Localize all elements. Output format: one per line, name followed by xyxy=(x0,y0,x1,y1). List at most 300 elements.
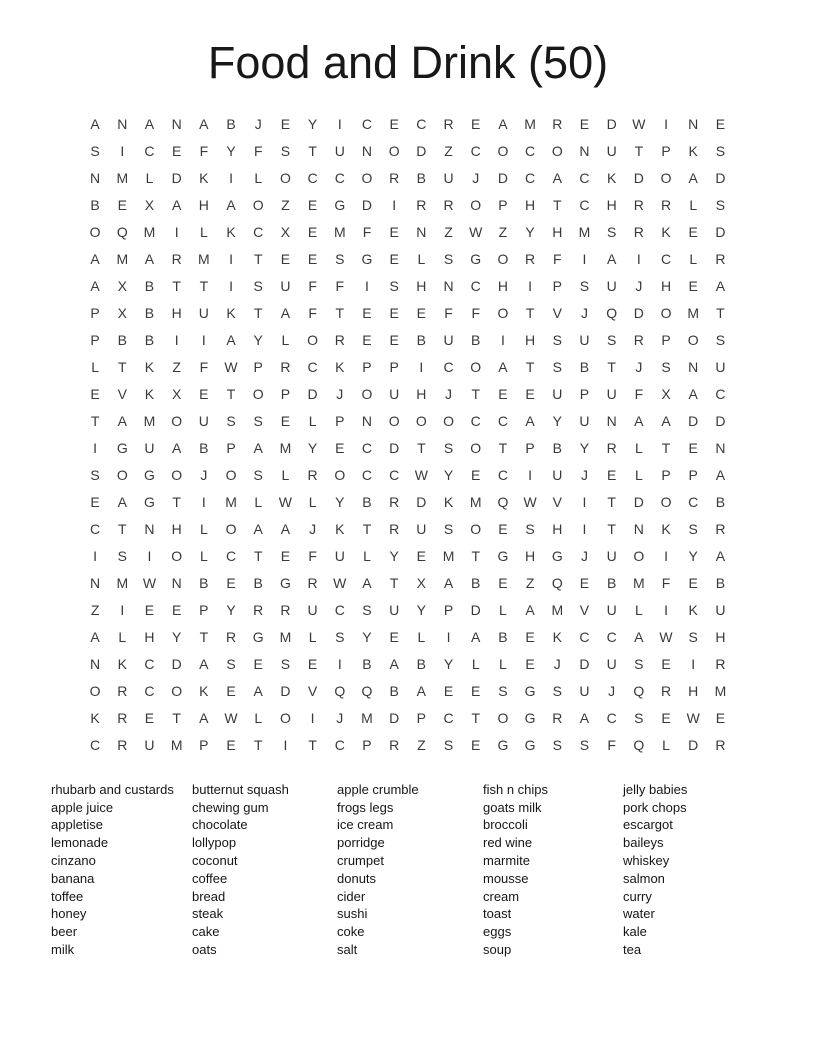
grid-cell: G xyxy=(470,251,482,268)
grid-cell: V xyxy=(579,602,590,619)
grid-cell: Q xyxy=(116,224,128,241)
grid-cell: Z xyxy=(281,197,290,214)
grid-cell: S xyxy=(552,332,562,349)
grid-cell: Y xyxy=(389,548,399,565)
grid-cell: B xyxy=(144,332,155,349)
grid-cell: Y xyxy=(688,548,698,565)
grid-cell: M xyxy=(116,170,129,187)
grid-cell: W xyxy=(523,494,537,511)
grid-cell: I xyxy=(582,251,587,268)
grid-cell: E xyxy=(199,386,209,403)
grid-cell: H xyxy=(688,683,699,700)
word-item: crumpet xyxy=(337,852,384,868)
word-item: banana xyxy=(51,870,95,886)
grid-cell: R xyxy=(253,602,264,619)
grid-cell: Q xyxy=(633,683,645,700)
grid-cell: B xyxy=(199,440,209,457)
grid-cell: S xyxy=(688,521,698,538)
grid-cell: U xyxy=(443,332,454,349)
grid-cell: R xyxy=(552,116,563,133)
grid-cell: O xyxy=(171,548,183,565)
grid-cell: S xyxy=(552,737,562,754)
grid-cell: Y xyxy=(253,332,263,349)
grid-cell: R xyxy=(552,710,563,727)
grid-cell: O xyxy=(443,413,454,430)
grid-cell: N xyxy=(90,575,101,592)
grid-cell: E xyxy=(307,656,318,673)
grid-cell: S xyxy=(443,521,454,538)
grid-cell: A xyxy=(688,170,698,187)
grid-cell: O xyxy=(116,467,128,484)
grid-cell: S xyxy=(579,737,590,754)
grid-cell: U xyxy=(280,278,291,295)
grid-cell: S xyxy=(117,548,127,565)
grid-cell: O xyxy=(633,548,645,565)
grid-cell: B xyxy=(362,656,372,673)
grid-cell: E xyxy=(307,197,318,214)
grid-cell: M xyxy=(333,224,346,241)
grid-cell: T xyxy=(335,305,345,322)
grid-cell: Y xyxy=(335,494,345,511)
grid-cell: N xyxy=(90,656,101,673)
grid-cell: C xyxy=(443,359,454,376)
grid-cell: Y xyxy=(307,440,318,457)
grid-cell: L xyxy=(634,467,643,484)
word-item: butternut squash xyxy=(192,781,289,797)
grid-cell: E xyxy=(144,710,155,727)
grid-cell: Z xyxy=(444,143,453,160)
grid-cell: R xyxy=(389,737,400,754)
word-item: coffee xyxy=(192,870,228,886)
grid-cell: U xyxy=(606,143,617,160)
grid-cell: N xyxy=(688,359,699,376)
grid-cell: P xyxy=(443,602,454,619)
grid-cell: A xyxy=(634,629,644,646)
grid-cell: D xyxy=(470,602,481,619)
grid-cell: L xyxy=(634,440,643,457)
grid-cell: K xyxy=(552,629,562,646)
grid-cell: G xyxy=(497,548,509,565)
grid-cell: H xyxy=(416,386,427,403)
grid-cell: K xyxy=(144,386,155,403)
grid-cell: Y xyxy=(416,602,427,619)
grid-cell: Q xyxy=(551,575,563,592)
grid-cell: I xyxy=(446,629,451,646)
grid-cell: T xyxy=(471,386,480,403)
grid-cell: I xyxy=(419,359,424,376)
grid-cell: Z xyxy=(444,224,453,241)
grid-cell: R xyxy=(307,575,318,592)
word-item: sushi xyxy=(337,906,368,922)
grid-cell: T xyxy=(417,440,426,457)
grid-cell: L xyxy=(91,359,99,376)
grid-cell: T xyxy=(525,359,535,376)
grid-cell: Z xyxy=(90,602,100,619)
grid-cell: Y xyxy=(307,116,318,133)
grid-cell: M xyxy=(524,116,536,133)
grid-cell: T xyxy=(172,710,181,727)
grid-cell: T xyxy=(553,197,562,214)
grid-cell: S xyxy=(715,143,726,160)
grid-cell: Z xyxy=(525,575,535,592)
word-item: milk xyxy=(51,941,75,957)
grid-cell: A xyxy=(144,251,155,268)
grid-cell: F xyxy=(553,251,562,268)
grid-cell: A xyxy=(715,278,726,295)
grid-cell: I xyxy=(201,494,206,511)
grid-cell: T xyxy=(253,548,263,565)
grid-cell: I xyxy=(120,143,125,160)
grid-cell: A xyxy=(498,116,508,133)
grid-cell: F xyxy=(634,386,644,403)
grid-cell: I xyxy=(691,656,696,673)
grid-cell: D xyxy=(497,170,508,187)
grid-cell: J xyxy=(635,359,643,376)
grid-cell: A xyxy=(715,548,726,565)
grid-cell: E xyxy=(389,332,399,349)
grid-cell: J xyxy=(254,116,262,133)
grid-cell: H xyxy=(171,305,182,322)
grid-cell: D xyxy=(688,737,699,754)
grid-cell: G xyxy=(551,548,563,565)
grid-cell: V xyxy=(307,683,318,700)
grid-cell: U xyxy=(606,602,617,619)
grid-cell: O xyxy=(361,386,373,403)
grid-cell: Z xyxy=(417,737,426,754)
grid-cell: M xyxy=(633,575,645,592)
grid-cell: O xyxy=(660,305,672,322)
word-item: cream xyxy=(483,888,520,904)
grid-cell: E xyxy=(498,386,508,403)
grid-cell: E xyxy=(471,683,481,700)
grid-cell: N xyxy=(688,116,699,133)
grid-cell: G xyxy=(144,494,155,511)
grid-cell: P xyxy=(416,710,427,727)
grid-cell: S xyxy=(525,521,535,538)
grid-cell: I xyxy=(392,197,397,214)
grid-cell: N xyxy=(117,116,128,133)
grid-cell: C xyxy=(225,548,237,565)
grid-cell: A xyxy=(498,359,508,376)
grid-cell: L xyxy=(417,251,426,268)
grid-cell: E xyxy=(389,224,399,241)
grid-cell: R xyxy=(443,116,454,133)
grid-cell: S xyxy=(715,332,726,349)
word-list-column xyxy=(623,781,687,959)
grid-cell: U xyxy=(606,278,617,295)
grid-cell: T xyxy=(389,575,399,592)
grid-cell: D xyxy=(579,656,590,673)
grid-cell: U xyxy=(715,359,726,376)
grid-cell: C xyxy=(144,143,155,160)
grid-cell: I xyxy=(664,116,668,133)
grid-cell: R xyxy=(389,494,400,511)
grid-cell: Z xyxy=(172,359,181,376)
grid-cell: B xyxy=(416,656,427,673)
grid-cell: J xyxy=(635,278,643,295)
puzzle-title: Food and Drink (50) xyxy=(207,37,609,88)
grid-cell: I xyxy=(283,737,288,754)
grid-cell: Y xyxy=(552,413,562,430)
grid-cell: T xyxy=(118,521,127,538)
grid-cell: J xyxy=(336,386,344,403)
grid-cell: D xyxy=(389,710,400,727)
grid-cell: M xyxy=(143,224,156,241)
grid-cell: J xyxy=(200,467,208,484)
grid-cell: T xyxy=(661,440,671,457)
grid-cell: J xyxy=(309,521,317,538)
grid-cell: D xyxy=(633,494,644,511)
grid-cell: O xyxy=(334,467,346,484)
word-item: beer xyxy=(51,924,78,940)
grid-cell: T xyxy=(253,737,263,754)
grid-cell: F xyxy=(308,548,317,565)
grid-cell: P xyxy=(661,467,671,484)
word-item: coke xyxy=(337,924,365,940)
grid-cell: R xyxy=(307,467,318,484)
grid-cell: D xyxy=(361,197,373,214)
grid-cell: A xyxy=(226,197,236,214)
grid-cell: L xyxy=(145,170,154,187)
grid-cell: X xyxy=(416,575,427,592)
grid-cell: U xyxy=(552,467,563,484)
grid-cell: C xyxy=(361,467,373,484)
grid-cell: C xyxy=(334,170,345,187)
grid-cell: E xyxy=(525,656,535,673)
grid-cell: O xyxy=(470,359,482,376)
grid-cell: E xyxy=(416,305,427,322)
grid-cell: U xyxy=(389,602,400,619)
grid-cell: T xyxy=(607,359,616,376)
word-list-column xyxy=(51,781,192,959)
grid-cell: M xyxy=(578,224,591,241)
grid-cell: H xyxy=(715,629,726,646)
grid-cell: R xyxy=(633,197,644,214)
grid-cell: J xyxy=(553,656,561,673)
grid-cell: D xyxy=(307,386,318,403)
grid-cell: E xyxy=(389,629,399,646)
grid-cell: A xyxy=(90,629,100,646)
grid-cell: U xyxy=(416,521,427,538)
grid-cell: K xyxy=(335,359,345,376)
grid-cell: S xyxy=(443,251,454,268)
grid-cell: W xyxy=(414,467,428,484)
grid-cell: E xyxy=(471,737,481,754)
grid-cell: Y xyxy=(226,143,236,160)
grid-cell: U xyxy=(579,332,590,349)
grid-cell: E xyxy=(280,251,291,268)
grid-cell: A xyxy=(416,683,427,700)
grid-cell: D xyxy=(715,170,726,187)
grid-cell: I xyxy=(337,656,342,673)
grid-cell: B xyxy=(90,197,100,214)
word-item: chocolate xyxy=(192,817,248,833)
grid-cell: U xyxy=(606,548,617,565)
grid-cell: L xyxy=(281,467,290,484)
grid-cell: O xyxy=(89,224,101,241)
grid-cell: B xyxy=(144,305,155,322)
grid-cell: U xyxy=(334,548,345,565)
grid-cell: G xyxy=(144,467,155,484)
grid-cell: O xyxy=(279,170,291,187)
grid-cell: I xyxy=(500,332,505,349)
grid-cell: C xyxy=(688,494,699,511)
grid-cell: M xyxy=(279,440,292,457)
grid-cell: G xyxy=(116,440,128,457)
grid-cell: B xyxy=(362,494,372,511)
grid-cell: Y xyxy=(525,224,535,241)
word-item: broccoli xyxy=(483,817,528,833)
grid-cell: W xyxy=(224,710,238,727)
grid-cell: M xyxy=(225,494,237,511)
grid-cell: N xyxy=(144,521,155,538)
grid-cell: L xyxy=(254,710,263,727)
grid-cell: P xyxy=(498,197,508,214)
grid-cell: L xyxy=(499,602,507,619)
grid-cell: K xyxy=(661,224,671,241)
grid-cell: M xyxy=(198,251,210,268)
grid-cell: A xyxy=(199,656,209,673)
grid-cell: J xyxy=(336,710,344,727)
grid-cell: A xyxy=(362,575,372,592)
grid-cell: A xyxy=(688,386,698,403)
grid-cell: A xyxy=(389,656,399,673)
grid-cell: P xyxy=(661,143,671,160)
grid-cell: S xyxy=(443,737,454,754)
grid-cell: L xyxy=(199,521,208,538)
grid-cell: A xyxy=(90,116,100,133)
grid-cell: O xyxy=(89,683,101,700)
grid-cell: I xyxy=(201,332,206,349)
grid-cell: S xyxy=(661,359,671,376)
grid-cell: U xyxy=(144,737,155,754)
grid-cell: O xyxy=(497,710,509,727)
grid-cell: C xyxy=(90,521,101,538)
grid-cell: I xyxy=(365,278,369,295)
grid-cell: F xyxy=(308,278,317,295)
grid-cell: L xyxy=(199,224,208,241)
grid-cell: H xyxy=(525,332,536,349)
grid-cell: S xyxy=(634,656,644,673)
grid-cell: L xyxy=(254,170,263,187)
grid-cell: U xyxy=(443,170,454,187)
grid-cell: I xyxy=(664,602,668,619)
grid-cell: I xyxy=(229,251,233,268)
grid-cell: C xyxy=(525,170,536,187)
grid-cell: T xyxy=(172,494,181,511)
grid-cell: W xyxy=(224,359,238,376)
grid-cell: L xyxy=(308,494,317,511)
grid-cell: L xyxy=(499,656,507,673)
grid-cell: U xyxy=(334,143,345,160)
grid-cell: O xyxy=(497,305,509,322)
grid-cell: L xyxy=(662,737,670,754)
grid-cell: W xyxy=(659,629,673,646)
grid-cell: D xyxy=(171,656,182,673)
word-item: lemonade xyxy=(51,835,109,851)
grid-cell: B xyxy=(389,683,399,700)
grid-cell: P xyxy=(688,467,698,484)
grid-cell: I xyxy=(229,278,233,295)
grid-cell: C xyxy=(497,467,508,484)
grid-cell: L xyxy=(199,548,208,565)
grid-cell: F xyxy=(471,305,480,322)
word-item: cider xyxy=(337,888,366,904)
grid-cell: F xyxy=(362,224,372,241)
grid-cell: O xyxy=(225,521,237,538)
grid-cell: A xyxy=(606,251,617,268)
grid-cell: U xyxy=(552,386,563,403)
grid-cell: A xyxy=(634,413,644,430)
grid-cell: E xyxy=(226,575,236,592)
grid-cell: P xyxy=(362,359,372,376)
grid-cell: F xyxy=(199,359,209,376)
grid-cell: H xyxy=(198,197,209,214)
grid-cell: L xyxy=(118,629,127,646)
grid-cell: R xyxy=(117,683,128,700)
grid-cell: D xyxy=(280,683,291,700)
grid-cell: M xyxy=(551,602,564,619)
grid-cell: U xyxy=(198,305,209,322)
grid-cell: S xyxy=(362,602,372,619)
grid-cell: C xyxy=(470,143,481,160)
grid-cell: W xyxy=(469,224,483,241)
grid-cell: S xyxy=(552,683,562,700)
grid-cell: C xyxy=(334,602,345,619)
grid-cell: S xyxy=(226,656,236,673)
grid-cell: B xyxy=(144,278,155,295)
grid-cell: E xyxy=(579,575,590,592)
grid-cell: R xyxy=(117,737,128,754)
word-list xyxy=(51,781,816,959)
grid-cell: M xyxy=(279,629,292,646)
grid-cell: I xyxy=(147,548,152,565)
grid-cell: H xyxy=(525,197,536,214)
grid-cell: X xyxy=(117,278,127,295)
grid-cell: P xyxy=(253,359,263,376)
grid-cell: H xyxy=(552,521,563,538)
grid-cell: R xyxy=(715,737,726,754)
grid-cell: E xyxy=(280,116,291,133)
grid-cell: B xyxy=(416,332,427,349)
word-item: soup xyxy=(483,941,512,957)
grid-cell: H xyxy=(606,197,617,214)
grid-cell: S xyxy=(606,332,617,349)
grid-cell: B xyxy=(471,332,481,349)
grid-cell: C xyxy=(361,440,373,457)
word-item: salt xyxy=(337,941,358,957)
grid-cell: S xyxy=(579,278,590,295)
grid-cell: E xyxy=(389,116,399,133)
word-item: marmite xyxy=(483,852,530,868)
grid-cell: L xyxy=(308,413,317,430)
word-item: water xyxy=(623,906,655,922)
grid-cell: C xyxy=(144,683,155,700)
grid-cell: G xyxy=(524,683,536,700)
grid-cell: U xyxy=(715,602,726,619)
grid-cell: G xyxy=(252,629,264,646)
word-item: toffee xyxy=(51,888,84,904)
grid-cell: E xyxy=(688,440,698,457)
grid-cell: N xyxy=(715,440,726,457)
grid-cell: Y xyxy=(171,629,182,646)
grid-cell: Y xyxy=(362,629,372,646)
grid-cell: R xyxy=(525,251,536,268)
grid-cell: R xyxy=(715,656,726,673)
grid-cell: R xyxy=(633,332,644,349)
grid-cell: T xyxy=(199,629,209,646)
grid-cell: T xyxy=(308,737,317,754)
